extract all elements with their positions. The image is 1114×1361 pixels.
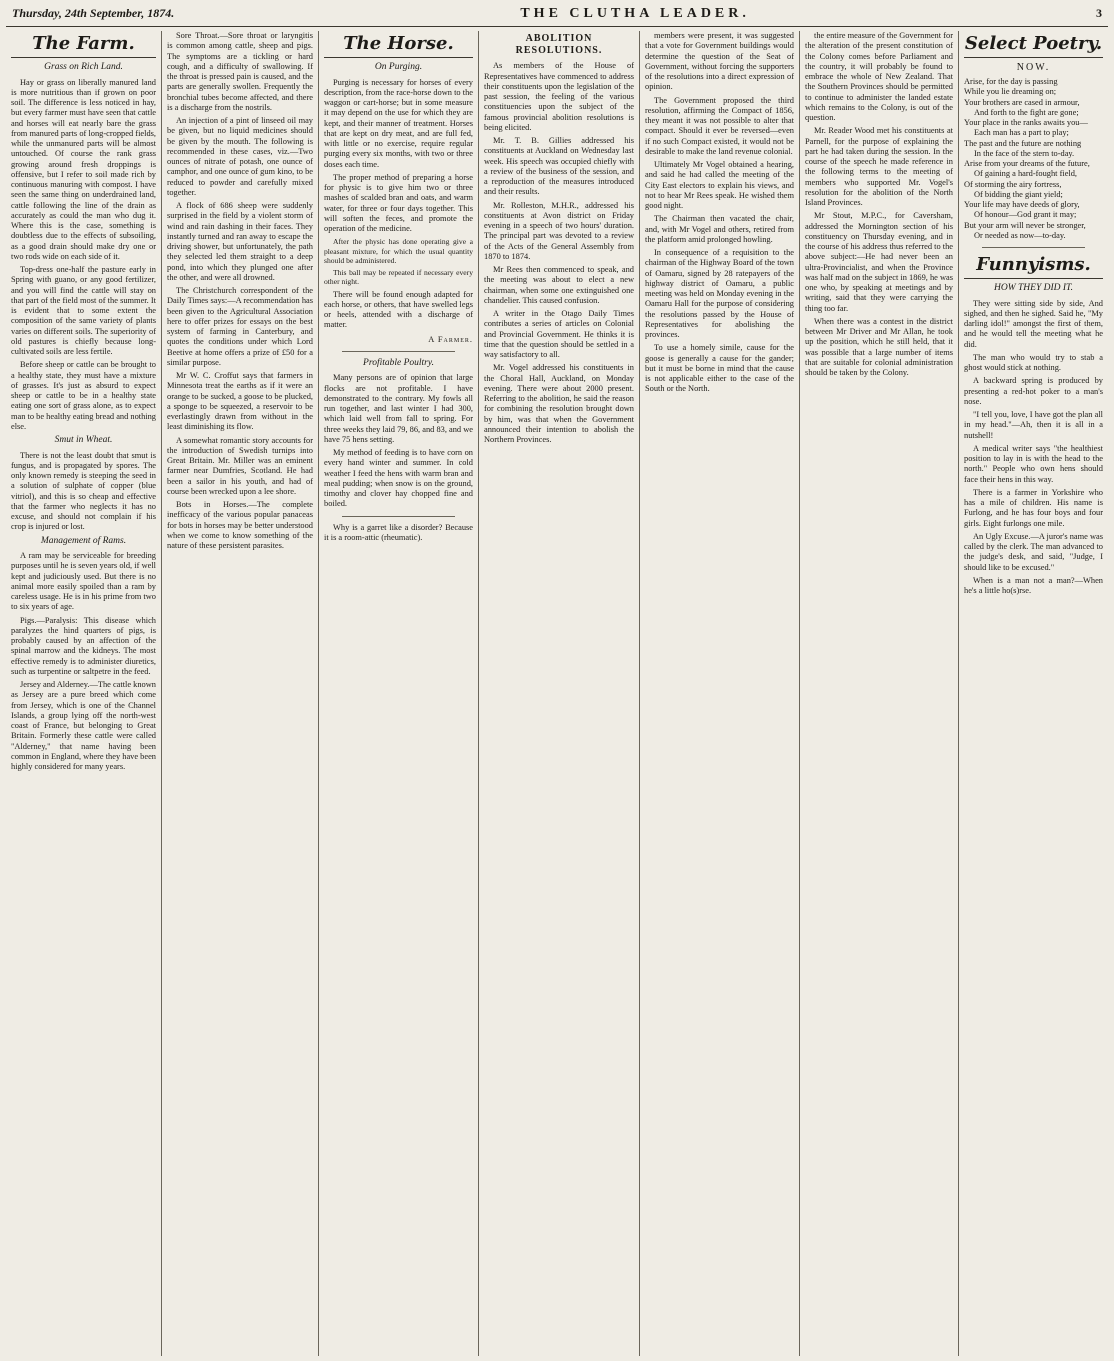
article-paragraph: As members of the House of Representatives have commenced to address their constituents upon the legislation of the past session, the feeling of the various constituencies upon the subject of the famous provincial abolition resolutions is being elicited. <box>484 61 634 132</box>
poem-line: Your place in the ranks awaits you— <box>964 118 1088 128</box>
article-paragraph: Mr W. C. Croffut says that farmers in Minnesota treat the earths as if it were an orange to be sucked, a goose to be plucked, a sponge to be squeezed, a reservoir to be everlastingly drawn from without in the least diminishing its flow. <box>167 371 313 432</box>
divider <box>342 351 455 352</box>
article-paragraph: Sore Throat.—Sore throat or laryngitis is common among cattle, sheep and pigs. The symptoms are a tickling or hard cough, and a difficulty of swallowing. If the throat is pressed pain is caused, and the parts are generally swollen. Frequently the bronchial tubes become affected, and there is a discharge from the nostrils. <box>167 31 313 112</box>
article-paragraph: Mr. Vogel addressed his constituents in the Choral Hall, Auckland, on Monday evening. There were about 2000 present. Referring to the abolition, he said the reason for combining the resolution brought down by him, was that when the Government announced their intention to abolish the Northern Provinces. <box>484 363 634 445</box>
section-heading-horse: The Horse. <box>324 33 473 58</box>
masthead <box>6 6 1108 27</box>
article-paragraph: Jersey and Alderney.—The cattle known as Jersey are a pure breed which come from Jersey, which is one of the Channel Islands, a group lying off the north-west coast of France, but belonging to Great Britain. Formerly these cattle were called "Alderney," that name having been common in England, where they have been highly considered for many years. <box>11 680 156 772</box>
article-paragraph: A backward spring is produced by presenting a red-hot poker to a man's nose. <box>964 376 1103 406</box>
column-2 <box>162 31 319 1356</box>
article-paragraph: There will be found enough adapted for each horse, or others, that have swelled legs or heels, attended with a discharge of matter. <box>324 289 473 330</box>
article-paragraph: Mr. Reader Wood met his constituents at Parnell, for the purpose of explaining the part he had taken during the session. In the course of the speech he made reference in the following terms to the meeting of members who supported Mr. Vogel's resolution for the abolition of the North Island Provinces. <box>805 126 953 207</box>
article-paragraph: After the physic has done operating give a pleasant mixture, for which the usual quantity should be administered. <box>324 237 473 265</box>
article-paragraph: A flock of 686 sheep were suddenly surprised in the field by a violent storm of wind and rain dashing in their faces. They instantly turned and ran away to escape the driving shower, but unfortunately, the path they selected led them straight to a deep pond, into which they plunged one after the other, and were all drowned. <box>167 201 313 282</box>
article-paragraph: An Ugly Excuse.—A juror's name was called by the clerk. The man advanced to the judge's desk, and said, "Judge, I should like to be excused." <box>964 531 1103 572</box>
article-heading-abolition: ABOLITION RESOLUTIONS. <box>515 33 603 57</box>
column-3 <box>319 31 479 1356</box>
article-subheading: Management of Rams. <box>40 535 127 546</box>
article-paragraph: Mr Stout, M.P.C., for Caversham, addressed the Mornington section of his constituency on Thursday evening, and in the course of his address thus referred to the above subject:—He had never been an ultra-Provincialist, and when the Province was half mad on the subject in 1869, he was one who, by speaking at meetings and by writing, said that they were carrying the thing too far. <box>805 211 953 313</box>
poem-line: Each man has a part to play; <box>974 128 1069 138</box>
article-paragraph: Top-dress one-half the pasture early in Spring with guano, or any good fertilizer, and you will find the cattle will stay on that part of the field most of the summer. It is evident that to some extent the composition of the same variety of plants varies on different soils. The superiority of old pastures is chiefly because long-cultivated soils are less fertile. <box>11 265 156 357</box>
column-5 <box>640 31 800 1356</box>
article-paragraph: The Christchurch correspondent of the Daily Times says:—A recommendation has been given to the Agricultural Association here to offer prizes for essays on the best system of farming in Canterbury, and quotes the conditions under which Lord Beetive at home offers a prize of £50 for a similar purpose. <box>167 286 313 367</box>
article-paragraph: In consequence of a requisition to the chairman of the Highway Board of the town of Oamaru, signed by 28 ratepayers of the highway district of Oamaru, a public meeting was held on Monday evening in the Oamaru Hall for the purpose of considering the resolutions passed by the House of Representatives for abolishing the provinces. <box>645 248 794 339</box>
article-paragraph: Many persons are of opinion that large flocks are not profitable. I have demonstrated to the contrary. My fowls all run together, and last winter I had 300, which laid well from fall to spring. For three weeks they laid 79, 86, and 83, and we have 75 hens setting. <box>324 373 473 444</box>
article-paragraph: Mr Rees then commenced to speak, and the meeting was about to elect a new chairman, when some one extinguished one chandelier. This caused confusion. <box>484 265 634 305</box>
poem-line: Of honour—God grant it may; <box>974 210 1077 220</box>
article-signature: A Farmer. <box>428 334 473 344</box>
article-paragraph: The Chairman then vacated the chair, and, with Mr Vogel and others, retired from the platform amid prolonged howling. <box>645 214 794 244</box>
article-paragraph: "I tell you, love, I have got the plan all in my head."—Ah, then it is all in a nutshell! <box>964 410 1103 440</box>
article-paragraph: The man who would try to stab a ghost would stick at nothing. <box>964 352 1103 373</box>
divider <box>982 247 1085 248</box>
article-paragraph: Ultimately Mr Vogel obtained a hearing, and said he had called the meeting of the City East electors to explain his views, and not to hear Mr Rees speak. He wished them good night. <box>645 160 794 210</box>
article-paragraph: This ball may be repeated if necessary every other night. <box>324 268 473 287</box>
poem-line: Or needed as now—to-day. <box>974 230 1066 240</box>
article-paragraph: There is a farmer in Yorkshire who has a mile of children. His name is Furlong, and he has four boys and four girls. Eight furlongs one mile. <box>964 487 1103 528</box>
article-paragraph: Pigs.—Paralysis: This disease which paralyzes the hind quarters of pigs, is probably caused by an affection of the spinal marrow and the kidneys. The most effective remedy is to administer diuretics, such as turpentine or saltpetre in the feed. <box>11 615 156 676</box>
poem-line: Your brothers are cased in armour, <box>964 97 1080 107</box>
article-paragraph: members were present, it was suggested that a vote for Government buildings would determine the question of the Seat of Government, without forcing the supporters of the resolutions into a direct expression of opinion. <box>645 31 794 92</box>
article-paragraph: A medical writer says "the healthiest position to lay in is with the head to the north." People who own hens should face their hens in this way. <box>964 443 1103 484</box>
article-paragraph: When is a man not a man?—When he's a little ho(s)rse. <box>964 575 1103 596</box>
article-subheading: HOW THEY DID IT. <box>994 283 1073 294</box>
article-paragraph: the entire measure of the Government for the alteration of the present constitution of the Colony comes before Parliament and the country, it will probably be found to embrace the whole of New Zealand. That the Southern Provinces should be permitted to continue to administer the landed estate which remains to the Colony, is out of the question. <box>805 31 953 122</box>
article-paragraph: There is not the least doubt that smut is fungus, and is propagated by spores. The only known remedy is steeping the seed in a solution of sulphate of copper (blue vitriol), and this is so cheap and effective that the farmer who neglects it has no excuse, and should not complain if his crop is injured or lost. <box>11 450 156 532</box>
poem-body <box>964 77 1103 241</box>
article-paragraph: A writer in the Otago Daily Times contributes a series of articles on Colonial and Provincial Government. He thinks it is time that the question should be settled in a way satisfactory to all. <box>484 309 634 360</box>
poem-line: Of bidding the giant yield; <box>974 189 1063 199</box>
article-subheading: Profitable Poultry. <box>363 357 434 368</box>
article-paragraph: To use a homely simile, cause for the goose is generally a cause for the gander; but it must be borne in mind that the cause is not applicable either to the case of the South or the North. <box>645 343 794 394</box>
article-paragraph: Mr. T. B. Gillies addressed his constituents at Auckland on Wednesday last week. His speech was occupied chiefly with a review of the business of the session, and a reproduction of the measures introduced and their results. <box>484 136 634 197</box>
poem-line: But your arm will never be stronger, <box>964 220 1086 230</box>
newspaper-title: THE CLUTHA LEADER. <box>520 6 750 21</box>
page-number: 3 <box>1096 6 1102 20</box>
poem-line: Arise, for the day is passing <box>964 77 1058 87</box>
column-6 <box>800 31 959 1356</box>
article-paragraph: An injection of a pint of linseed oil may be given, but no liquid medicines should be given by the mouth. The following is recommended in these cases, viz.—Two ounces of nitrate of potash, one ounce of camphor, and one ounce of gum kino, to be reduced to powder and carefully mixed together. <box>167 116 313 197</box>
column-1 <box>6 31 162 1356</box>
article-paragraph: My method of feeding is to have corn on every hand winter and summer. In cold weather I feed the hens with warm bran and meal pudding; when snow is on the ground, timothy and clover hay chopped fine and boiled. <box>324 448 473 509</box>
article-paragraph: A ram may be serviceable for breeding purposes until he is seven years old, if well kept and judiciously used. But there is no animal more easily spoiled than a ram by careless usage. He is in his prime from two to six years of age. <box>11 551 156 612</box>
poem-line: Of gaining a hard-fought field, <box>974 169 1078 179</box>
article-paragraph: Purging is necessary for horses of every description, from the race-horse down to the waggon or cart-horse; but in some measure it may depend on the use for which they are kept, and their manner of treatment. Horses that are kept on dry meat, and are full fed, with little or no exercise, require regular purging every six months, with two or three doses each time. <box>324 77 473 169</box>
article-subheading: Smut in Wheat. <box>54 435 113 446</box>
issue-date: Thursday, 24th September, 1874. <box>12 6 175 20</box>
poem-line: Your life may have deeds of glory, <box>964 200 1080 210</box>
poem-line: In the face of the stern to-day. <box>974 148 1075 158</box>
poem-line: Of storming the airy fortress, <box>964 179 1062 189</box>
article-paragraph: They were sitting side by side, And sighed, and then he sighed. Said he, "My darling idol!" amongst the first of them, and he would tell the meeting what he did. <box>964 298 1103 349</box>
divider <box>342 516 455 517</box>
section-heading-funnyisms: Funnyisms. <box>964 254 1103 279</box>
column-7 <box>959 31 1108 1356</box>
article-paragraph: Why is a garret like a disorder? Because it is a room-attic (rheumatic). <box>324 522 473 542</box>
article-paragraph: Before sheep or cattle can be brought to a healthy state, they must have a mixture of grasses. It's just as absurd to expect sheep or cattle to be in a healthy state eating one sort of grass alone, as to expect man to be healthy eating bread and nothing else. <box>11 360 156 431</box>
article-paragraph: When there was a contest in the district between Mr Driver and Mr Allan, he took up the position, which he still held, that it was possible that a large number of items that are suitable for colonial administration should be taken by the Colony. <box>805 316 953 377</box>
poem-line: While you lie dreaming on; <box>964 87 1057 97</box>
article-paragraph: The Government proposed the third resolution, affirming the Compact of 1856, they meant it was not possible to alter that compact. Should it ever be reversed—even if no such Compact existed, it would not be desirable to make the land revenue colonial. <box>645 95 794 156</box>
poem-title: NOW. <box>1016 61 1051 73</box>
poem-line: And forth to the fight are gone; <box>974 107 1079 117</box>
poem-line: The past and the future are nothing <box>964 138 1082 148</box>
article-paragraph: Bots in Horses.—The complete inefficacy of the various popular panaceas for bots in horses may be better understood when we come to know something of the nature of these persistent parasites. <box>167 500 313 550</box>
section-heading-poetry: Select Poetry. <box>964 33 1103 58</box>
poem-line: Arise from your dreams of the future, <box>964 159 1090 169</box>
article-paragraph: Hay or grass on liberally manured land is more nutritious than if grown on poor soil. The difference is less noticed in hay, but every farmer must have seen that cattle and horses will eat nearly bare the grass from manured parts of long-cropped fields, while the unmanured parts will be almost untouched. Of course the rank grass growing around fresh droppings is offensive, but I refer to soil made rich by continuous manuring with compost. I have seen the same thing on underdrained land, cattle following the line of the drain as accurately as could the man who dug it. Where this is the case, something is doubtless due to the effects of subsoiling, as a good drain should make dry one or two rods wide on each side of it. <box>11 77 156 261</box>
article-subheading: On Purging. <box>374 61 423 72</box>
section-heading-farm: The Farm. <box>11 33 156 58</box>
article-paragraph: A somewhat romantic story accounts for the introduction of Swedish turnips into Great Britain. Mr. Miller was an eminent farmer near Dumfries, Scotland. He had been a sailor in his youth, and had of course been wrecked upon a lee shore. <box>167 435 313 496</box>
article-paragraph: The proper method of preparing a horse for physic is to give him two or three mashes of scalded bran and oats, and warm water, for three or four days together. This will soften the feces, and promote the operation of the medicine. <box>324 172 473 234</box>
article-paragraph: Mr. Rolleston, M.H.R., addressed his constituents at Avon district on Friday evening in a speech of two hours' duration. The principal part was devoted to a review of the Acts of the General Assembly from 1870 to 1874. <box>484 200 634 261</box>
article-subheading: Grass on Rich Land. <box>44 61 123 72</box>
article-columns <box>6 31 1108 1356</box>
column-4 <box>479 31 640 1356</box>
